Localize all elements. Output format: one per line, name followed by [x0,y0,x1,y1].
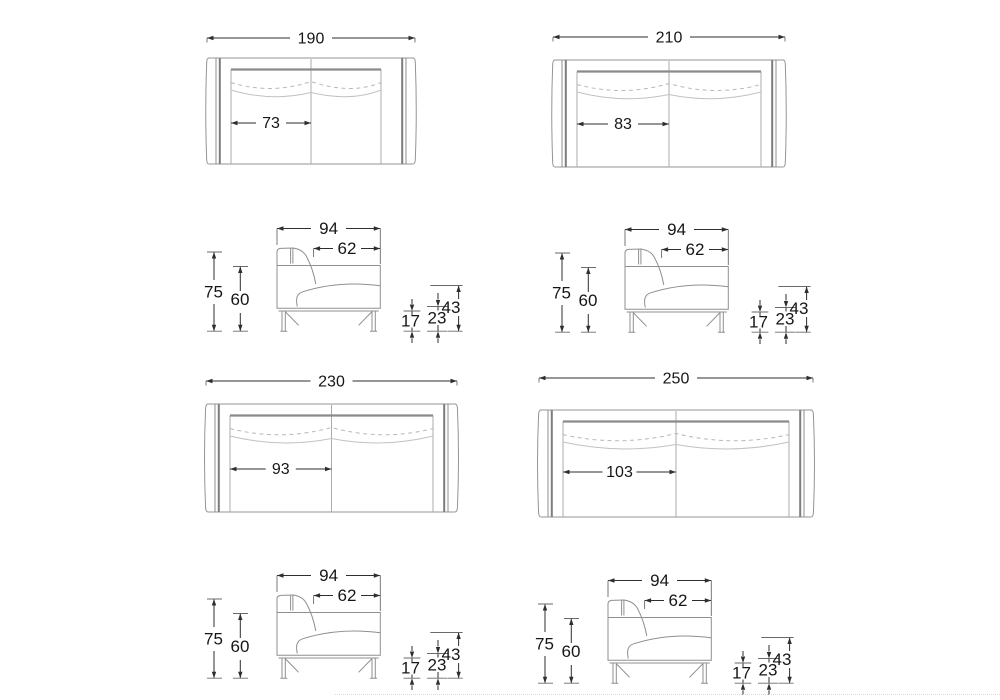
seat-depth-label: 62 [685,239,705,259]
seat-width-label: 103 [606,464,633,482]
overall-width-label: 250 [662,370,690,388]
seat-depth-label: 62 [337,585,357,605]
depth-label: 94 [318,565,338,585]
overall-height-label: 75 [203,282,223,301]
side-view-sofa-1 [203,218,477,349]
leg-clearance-label: 17 [400,658,420,677]
top-view-sofa-210 [543,27,795,179]
seat-height-label: 43 [789,298,809,318]
back-height-label: 60 [578,290,598,310]
overall-width-label: 190 [297,30,325,48]
seat-cushion-curve [231,90,381,97]
seat-height-label: 43 [441,644,461,664]
back-height-label: 60 [230,636,250,656]
seat-depth-label: 62 [668,590,688,610]
overall-height-label: 75 [535,634,555,653]
depth-label: 94 [318,218,338,238]
leg-clearance-label: 17 [749,312,768,331]
top-view-sofa-230 [196,371,467,524]
top-view-sofa-190 [197,28,425,176]
overall-height-label: 75 [552,283,571,302]
base-height-label: 23 [427,308,447,327]
top-view-sofa-250 [529,368,823,529]
seat-divider-lines [577,61,761,167]
side-view-sofa-4 [535,570,808,700]
overall-width-label: 210 [655,29,683,47]
overall-height-label: 75 [203,629,223,648]
overall-width-label: 230 [318,373,345,391]
base-height-label: 23 [427,655,447,674]
back-cushion-dashed-line [231,82,381,89]
seat-width-label: 83 [614,115,633,133]
seat-height-label: 43 [772,649,792,669]
seat-divider-lines [230,405,433,512]
page-edge-dotted-line [335,694,1000,695]
back-height-label: 60 [561,641,581,661]
seat-depth-label: 62 [337,238,357,258]
seat-height-label: 43 [441,297,461,317]
seat-divider-lines [563,411,789,517]
leg-clearance-label: 17 [732,663,752,682]
base-height-label: 23 [758,660,778,679]
base-height-label: 23 [775,309,795,328]
seat-divider-lines [231,59,381,164]
seat-width-label: 93 [271,460,290,478]
side-view-sofa-3 [203,565,477,696]
back-height-label: 60 [230,289,250,309]
leg-clearance-label: 17 [400,311,420,330]
depth-label: 94 [650,570,670,590]
depth-label: 94 [667,219,687,239]
seat-width-label: 73 [261,115,280,132]
side-view-sofa-2 [552,219,825,350]
